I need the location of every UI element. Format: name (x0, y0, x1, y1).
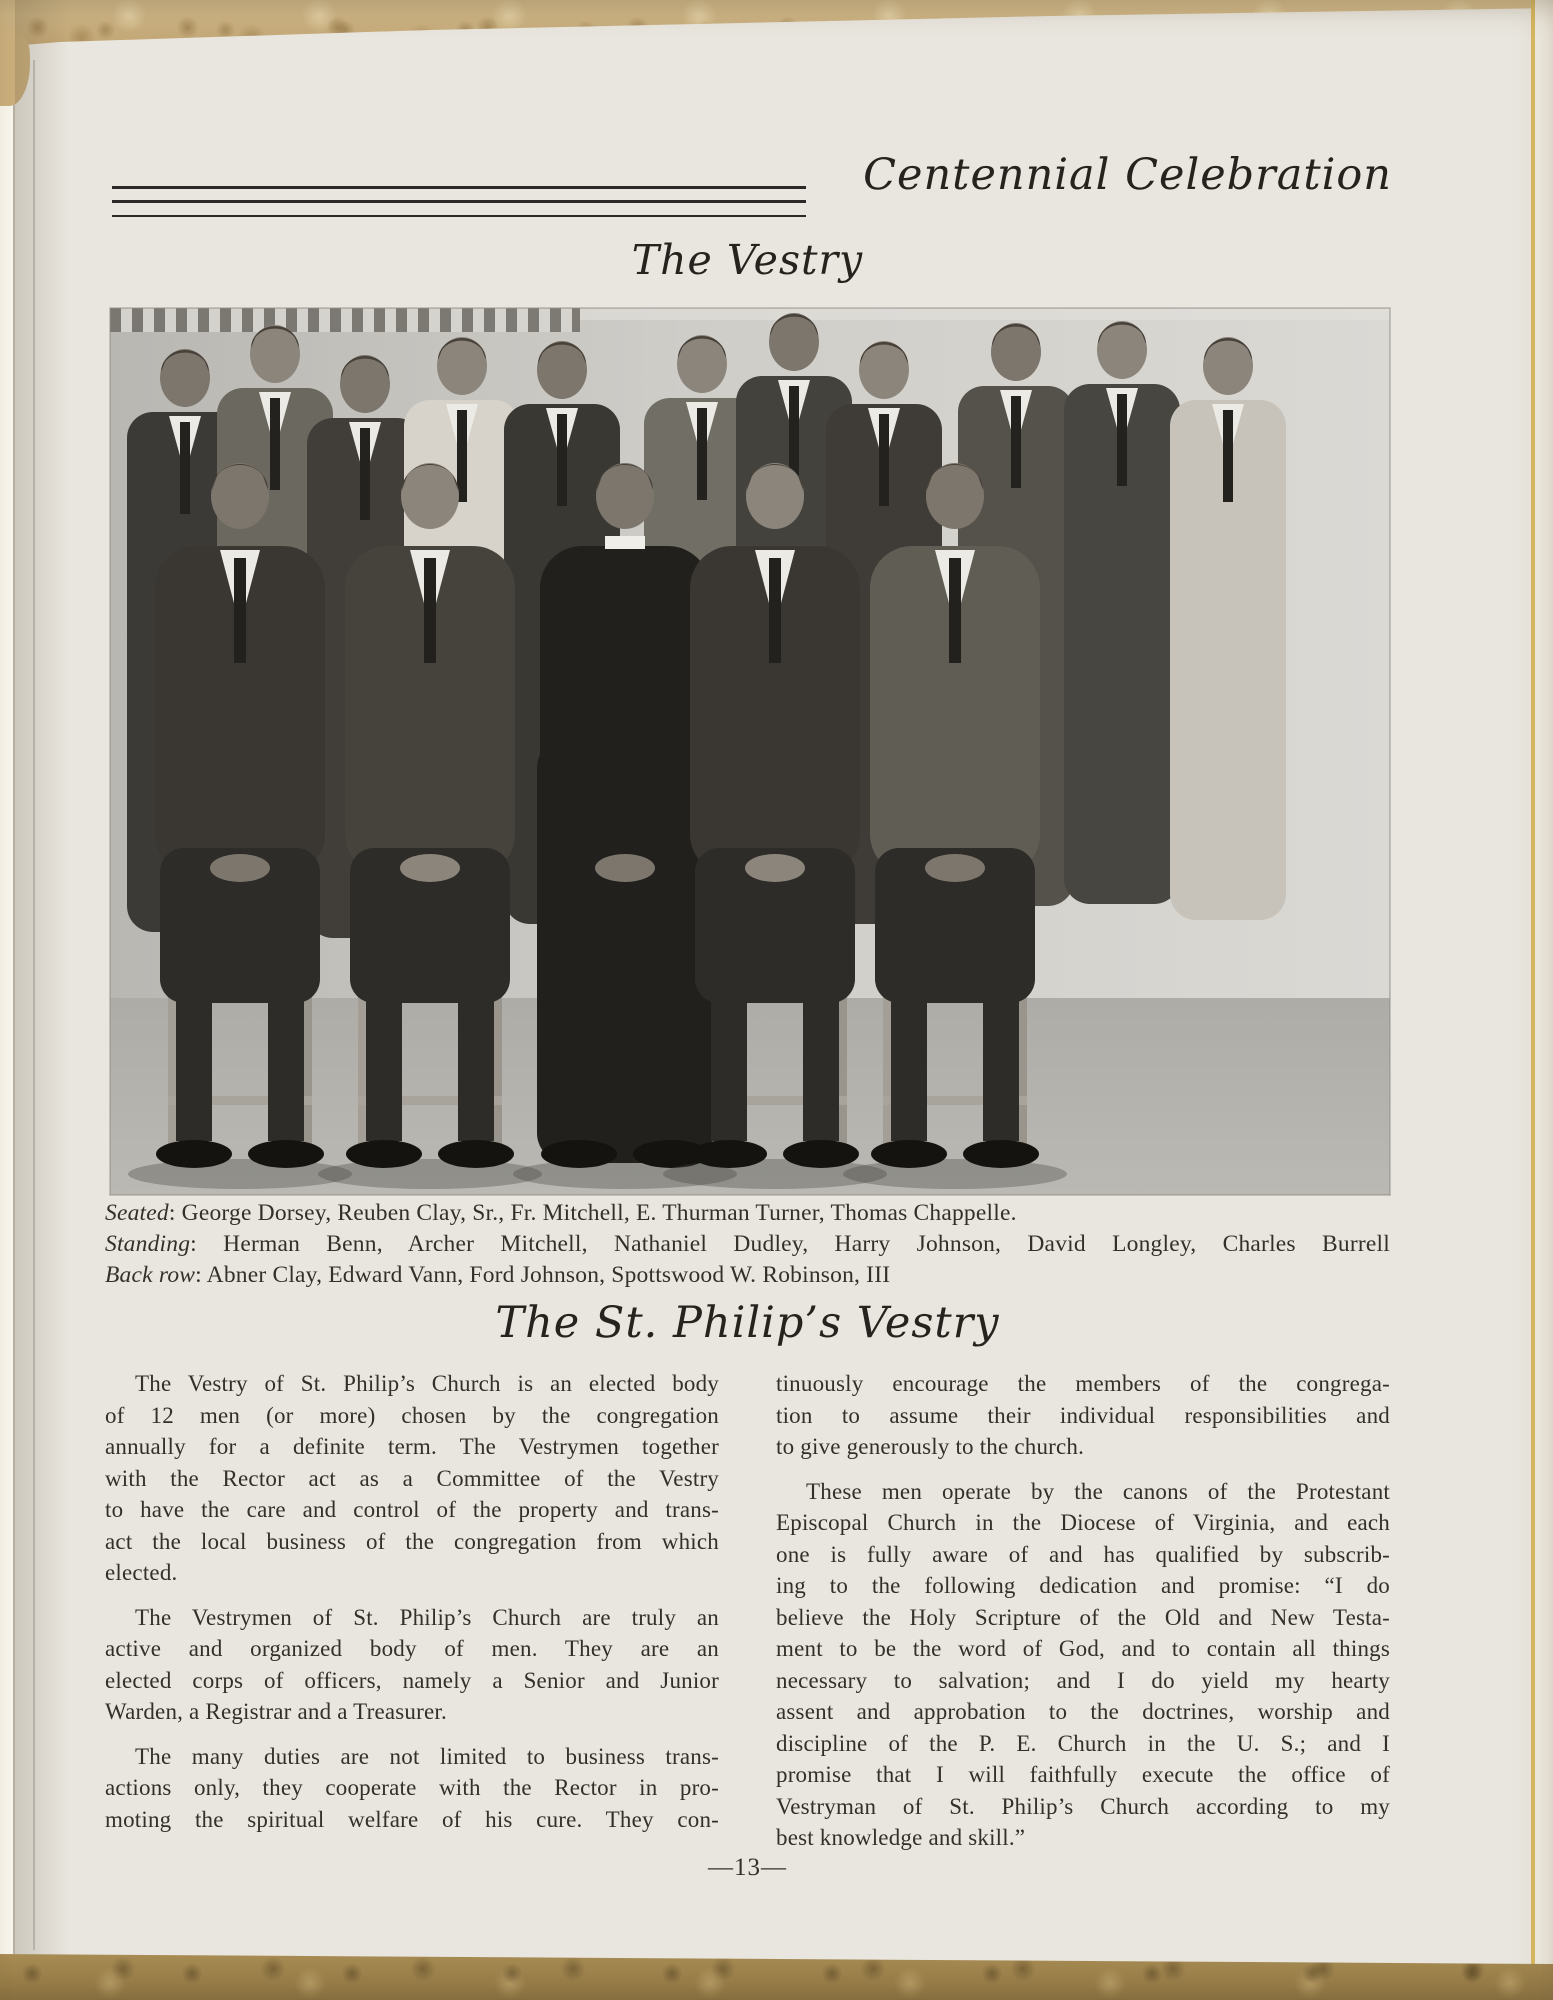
running-title: Centennial Celebration (863, 150, 1392, 200)
paragraph (105, 1741, 719, 1836)
caption-row-label: Back row (105, 1262, 196, 1288)
paragraph (105, 1602, 719, 1728)
text-line: ing to the following dedication and promise: “I do (776, 1573, 1390, 1598)
text-line: Warden, a Registrar and a Treasurer. (105, 1699, 447, 1724)
page-fore-edge (1531, 0, 1553, 1964)
right-column (776, 1368, 1390, 1867)
header-rule (112, 186, 806, 189)
standing-figure (1170, 337, 1286, 920)
caption-line (105, 1229, 1390, 1260)
text-line: The many duties are not limited to business trans- (135, 1743, 719, 1769)
caption-names: : Abner Clay, Edward Vann, Ford Johnson, Spottswood W. Robinson, III (195, 1262, 891, 1288)
text-line: Episcopal Church in the Diocese of Virginia, and each (776, 1510, 1390, 1535)
text-line: These men operate by the canons of the Protestant (806, 1478, 1390, 1504)
text-line: promise that I will faithfully execute the office of (776, 1762, 1390, 1787)
body-text (105, 1368, 1390, 1867)
text-line: ment to be the word of God, and to contain all things (776, 1636, 1390, 1661)
book-cover-corner (0, 28, 30, 106)
header-rule (112, 215, 806, 217)
text-line: believe the Holy Scripture of the Old and New Testa- (776, 1604, 1390, 1630)
text-line: moting the spiritual welfare of his cure. They con- (105, 1806, 719, 1832)
caption-line (105, 1260, 1390, 1291)
caption-row-label: Seated (105, 1200, 169, 1226)
text-line: The Vestry of St. Philip’s Church is an elected body (135, 1371, 719, 1396)
page-left-edge (0, 42, 15, 1954)
standing-figure (1064, 321, 1180, 904)
text-line: assent and approbation to the doctrines, worship and (776, 1699, 1390, 1724)
page-number: —13— (708, 1854, 787, 1881)
text-line: necessary to salvation; and I do yield my hearty (776, 1667, 1390, 1693)
paragraph (776, 1476, 1390, 1854)
text-line: to give generously to the church. (776, 1434, 1085, 1459)
caption-line (105, 1198, 1390, 1229)
vestry-group-photo-art (110, 308, 1390, 1195)
header-rules (112, 186, 806, 217)
paragraph (105, 1368, 719, 1589)
book-cover-top-edge (0, 0, 1553, 50)
text-line: one is fully aware of and has qualified by subscrib- (776, 1541, 1390, 1567)
page-crease (33, 60, 35, 1950)
text-line: annually for a definite term. The Vestrymen together (105, 1434, 719, 1459)
gutter-shadow (15, 0, 70, 2000)
text-line: best knowledge and skill.” (776, 1825, 1026, 1850)
text-line: with the Rector act as a Committee of the Vestry (105, 1465, 719, 1491)
caption-names: : Herman Benn, Archer Mitchell, Nathaniel Dudley, Harry Johnson, David Longley, Charles Burrell (190, 1231, 1390, 1257)
text-line: active and organized body of men. They are an (105, 1636, 719, 1661)
header-rule (112, 200, 806, 203)
caption-names: : George Dorsey, Reuben Clay, Sr., Fr. Mitchell, E. Thurman Turner, Thomas Chappelle. (168, 1200, 1017, 1226)
text-line: The Vestrymen of St. Philip’s Church are truly an (135, 1604, 719, 1630)
text-line: elected corps of officers, namely a Senior and Junior (105, 1667, 719, 1693)
left-column (105, 1368, 719, 1867)
vestry-group-photo (110, 308, 1390, 1195)
text-line: act the local business of the congregation from which (105, 1528, 719, 1554)
text-line: discipline of the P. E. Church in the U. S.; and I (776, 1730, 1390, 1756)
photo-caption (105, 1198, 1390, 1291)
text-line: Vestryman of St. Philip’s Church according to my (776, 1793, 1390, 1819)
text-line: elected. (105, 1560, 178, 1585)
book-cover-bottom-edge (0, 1952, 1553, 2000)
page-title: The Vestry (631, 236, 864, 284)
paragraph (776, 1368, 1390, 1463)
section-title: The St. Philip’s Vestry (495, 1298, 1000, 1348)
text-line: actions only, they cooperate with the Rector in pro- (105, 1775, 719, 1800)
text-line: tinuously encourage the members of the congrega- (776, 1371, 1390, 1396)
text-line: to have the care and control of the property and trans- (105, 1497, 719, 1522)
text-line: of 12 men (or more) chosen by the congregation (105, 1402, 719, 1428)
caption-row-label: Standing (105, 1231, 191, 1257)
text-line: tion to assume their individual responsibilities and (776, 1402, 1390, 1428)
